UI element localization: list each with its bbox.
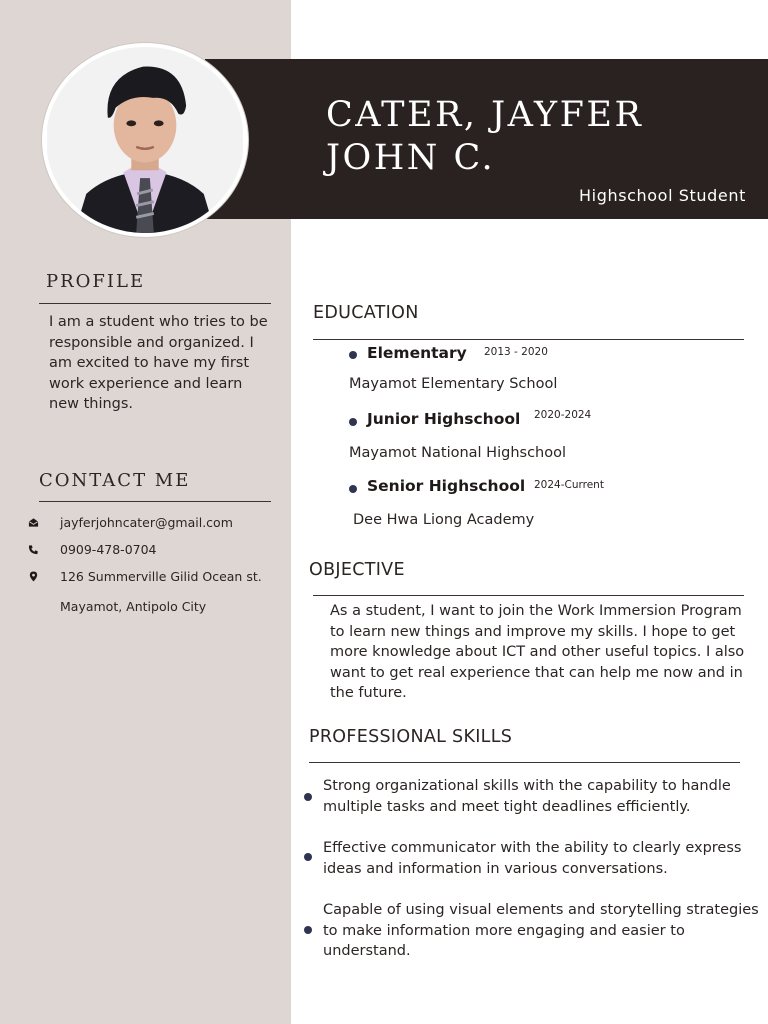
- name-line-1: CATER, JAYFER: [326, 95, 644, 135]
- profile-photo: [42, 43, 248, 237]
- education-school: Mayamot Elementary School: [349, 376, 558, 392]
- full-name: [326, 94, 746, 180]
- objective-divider: [313, 595, 744, 596]
- skill-bullet: [304, 853, 312, 861]
- skills-heading: PROFESSIONAL SKILLS: [309, 727, 513, 747]
- education-heading: EDUCATION: [313, 303, 419, 323]
- skill-bullet: [304, 926, 312, 934]
- contact-email-row: [27, 515, 233, 530]
- education-school: Mayamot National Highschool: [349, 445, 566, 461]
- education-years: 2020-2024: [534, 409, 592, 421]
- objective-text: As a student, I want to join the Work Immersion Program to learn new things and improve my skills. I hope to get more knowledge about ICT and other useful topics. I also want to get real experience that can help me now and in the future.: [330, 603, 745, 701]
- profile-divider: [39, 303, 271, 304]
- skill-bullet: [304, 793, 312, 801]
- envelope-icon: [27, 517, 39, 529]
- education-level: Elementary: [367, 344, 467, 362]
- education-bullet: [349, 485, 357, 493]
- address-line-1: 126 Summerville Gilid Ocean st.: [60, 569, 262, 584]
- skill-item: Effective communicator with the ability to clearly express ideas and information in various conversations.: [323, 840, 742, 877]
- portrait-image: [46, 47, 244, 233]
- education-level: Senior Highschool: [367, 477, 526, 495]
- profile-heading: PROFILE: [46, 271, 146, 292]
- education-bullet: [349, 351, 357, 359]
- education-divider: [313, 339, 744, 340]
- skills-divider: [309, 762, 740, 763]
- contact-address-row: [27, 569, 262, 584]
- contact-heading: CONTACT ME: [39, 470, 191, 491]
- education-years: 2024-Current: [534, 479, 604, 491]
- education-school: Dee Hwa Liong Academy: [353, 512, 535, 528]
- contact-phone-row: [27, 542, 157, 557]
- education-years: 2013 - 2020: [484, 346, 548, 358]
- objective-heading: OBJECTIVE: [309, 560, 405, 580]
- map-pin-icon: [27, 571, 39, 583]
- name-line-2: JOHN C.: [326, 138, 496, 178]
- contact-divider: [39, 501, 271, 502]
- education-bullet: [349, 418, 357, 426]
- skill-item: Capable of using visual elements and storytelling strategies to make information more engaging and easier to understand.: [323, 902, 759, 959]
- profile-text: I am a student who tries to be responsible and organized. I am excited to have my first work experience and learn new things.: [49, 314, 268, 412]
- phone-icon: [27, 544, 39, 556]
- phone-text[interactable]: 0909-478-0704: [60, 542, 157, 557]
- education-level: Junior Highschool: [367, 410, 521, 428]
- address-line-2: Mayamot, Antipolo City: [60, 599, 207, 614]
- skill-item: Strong organizational skills with the capability to handle multiple tasks and meet tight deadlines efficiently.: [323, 778, 731, 815]
- email-text[interactable]: jayferjohncater@gmail.com: [60, 515, 233, 530]
- job-title: Highschool Student: [579, 186, 746, 205]
